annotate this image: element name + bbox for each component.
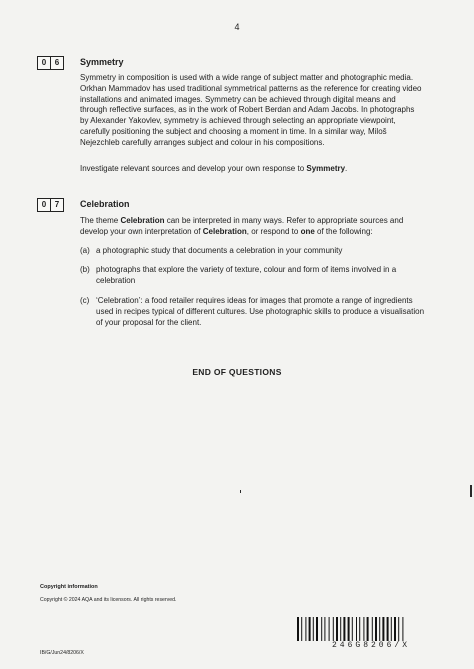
instruction-text: Investigate relevant sources and develop your own response to: [80, 164, 307, 173]
option-item: [80, 246, 425, 257]
intro-keyword: Celebration: [202, 226, 247, 236]
question-title: Symmetry: [80, 57, 124, 67]
question-digit: 6: [50, 56, 64, 70]
barcode-bar: [321, 617, 322, 643]
barcode-bar: [324, 617, 325, 643]
barcode-bar: [333, 617, 334, 643]
question-title: Celebration: [80, 199, 130, 209]
barcode-bar: [402, 617, 403, 643]
barcode-bar: [367, 617, 369, 643]
barcode-text: 246G8206/X: [296, 641, 446, 650]
intro-text: , or respond to: [246, 226, 301, 236]
intro-text: The theme: [80, 216, 121, 225]
barcode-bar: [309, 617, 311, 643]
instruction-keyword: Symmetry: [306, 164, 346, 173]
barcode-bar: [297, 617, 299, 643]
barcode-bar: [363, 617, 364, 643]
question-digit: 7: [50, 198, 64, 212]
question-digit: 0: [37, 198, 51, 212]
question-instruction: [80, 164, 425, 175]
question-number-box: [37, 56, 63, 70]
barcode-bars: [296, 617, 446, 643]
barcode-bar: [343, 617, 345, 643]
copyright-title: Copyright information: [40, 584, 98, 590]
barcode-bar: [340, 617, 341, 643]
intro-text: can be interpreted in many ways. Refer to appropriate sources and develop your own interpretation of: [80, 216, 404, 236]
barcode-bar: [348, 617, 350, 643]
option-label: (a): [80, 246, 90, 255]
page-number: 4: [234, 22, 240, 32]
question-digit: 0: [37, 56, 51, 70]
barcode-bar: [352, 617, 353, 643]
option-text: photographs that explore the variety of texture, colour and form of items involved in a celebration: [96, 265, 397, 285]
intro-keyword: Celebration: [120, 216, 165, 225]
copyright-text: Copyright © 2024 AQA and its licensors. All rights reserved.: [40, 597, 177, 603]
barcode-bar: [382, 617, 384, 643]
barcode-bar: [375, 617, 377, 643]
barcode-bar: [329, 617, 330, 643]
barcode: [296, 617, 448, 650]
barcode-bar: [336, 617, 338, 643]
instruction-end: .: [345, 164, 348, 173]
end-of-questions: END OF QUESTIONS: [192, 367, 282, 377]
barcode-bar: [372, 617, 373, 643]
option-item: [80, 296, 425, 328]
barcode-bar: [313, 617, 314, 643]
barcode-bar: [394, 617, 396, 643]
option-text: a photographic study that documents a celebration in your community: [96, 246, 343, 255]
barcode-bar: [305, 617, 306, 643]
option-label: (c): [80, 296, 90, 305]
option-text: ‘Celebration’: a food retailer requires ideas for images that promote a range of ingredients used in recipes typical of different cultures. Use photographic skills to produce a visualisation of your proposal for the client.: [96, 296, 425, 327]
question-intro: Symmetry in composition is used with a wide range of subject matter and photographic media. Orkhan Mammadov has used traditional symmetrical patterns as the reference for creating video installations and animated images. Symmetry can be achieved through digital means and through reflective surfaces, as in the work of Robert Berdan and Adam Jacobs. In photographs by Alexander Yakovlev, symmetry is achieved through selecting an appropriate viewpoint, carefully positioning the subject and choosing a moment in time. In a similar way, Miloš Nejezchleb carefully arranges subject and colour in his compositions.: [80, 73, 422, 147]
intro-text: of the following:: [314, 226, 373, 236]
question-number-box: [37, 198, 63, 212]
barcode-bar: [359, 617, 360, 643]
barcode-bar: [316, 617, 318, 643]
scan-mark: [240, 490, 241, 493]
barcode-bar: [301, 617, 302, 643]
barcode-bar: [391, 617, 392, 643]
option-item: [80, 265, 425, 287]
intro-keyword: one: [300, 226, 315, 236]
footer-code: IB/G/Jun24/8206/X: [40, 650, 84, 656]
question-intro: [80, 216, 425, 238]
barcode-bar: [379, 617, 380, 643]
barcode-bar: [398, 617, 399, 643]
barcode-bar: [387, 617, 389, 643]
barcode-bar: [356, 617, 357, 643]
page-edge-mark: [470, 485, 472, 497]
option-label: (b): [80, 265, 90, 274]
